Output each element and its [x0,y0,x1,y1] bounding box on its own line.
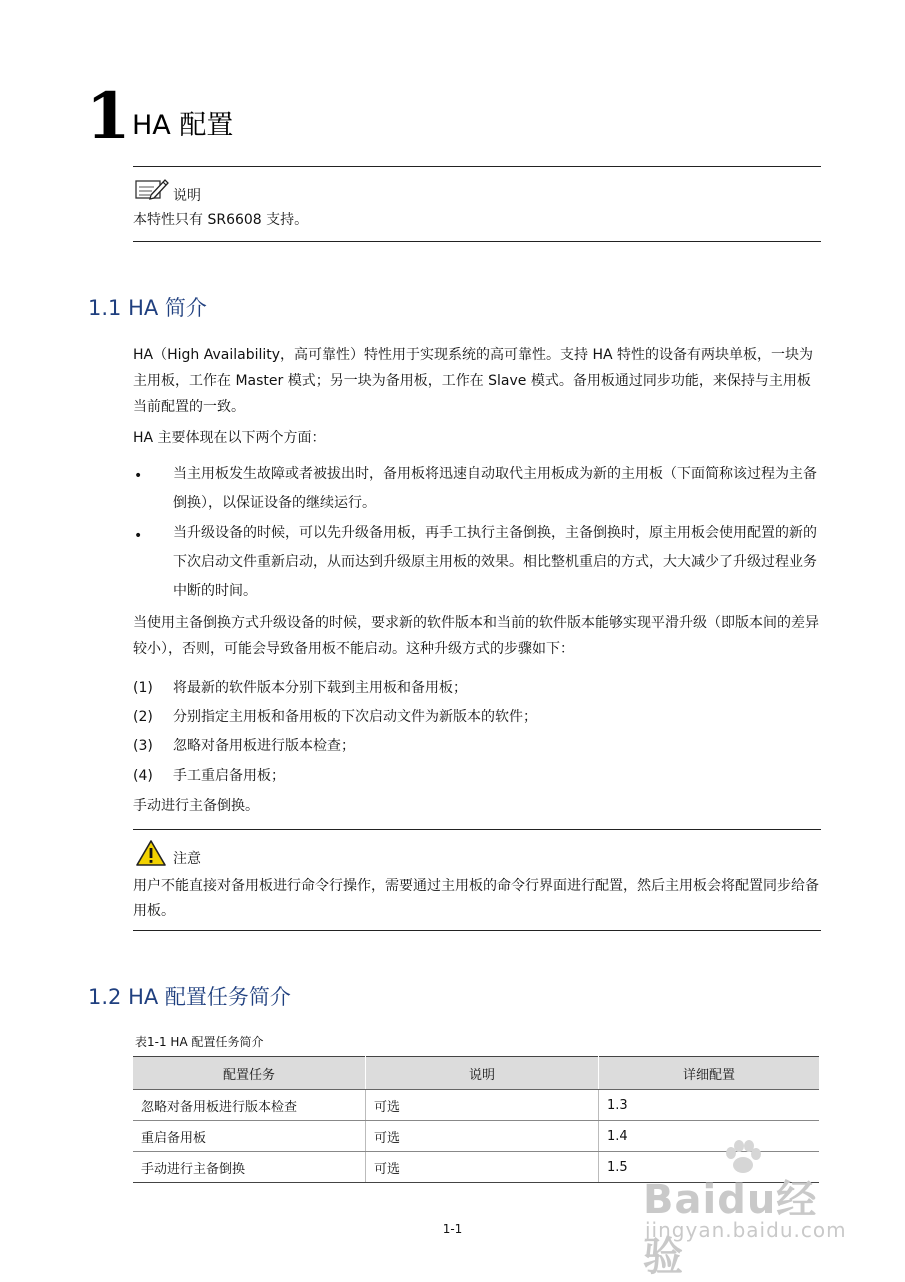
baidu-watermark [637,1138,847,1280]
upgrade-paragraph: 当使用主备倒换方式升级设备的时候，要求新的软件版本和当前的软件版本能够实现平滑升级（即版本间的差异较小），否则，可能会导致备用板不能启动。这种升级方式的步骤如下： [133,615,819,657]
section-1-1-title: 1.1 HA 简介 [88,296,207,320]
table-cell: 1.4 [599,1121,820,1152]
step-4-number: (4) [133,768,153,784]
step-2-text: 分别指定主用板和备用板的下次启动文件为新版本的软件； [173,709,537,725]
bullet-1-dot: • [134,468,143,484]
caution-text: 用户不能直接对备用板进行命令行操作，需要通过主用板的命令行界面进行配置，然后主用板会将配置同步给备用板。 [133,878,819,919]
step-3-text: 忽略对备用板进行版本检查； [173,738,355,754]
bullet-2-dot: • [134,528,143,544]
table-cell: 1.5 [599,1152,820,1183]
final-step-text: 手动进行主备倒换。 [133,798,259,814]
table-cell: 可选 [366,1121,599,1152]
note-pencil-icon [134,177,170,201]
table-header-detail: 详细配置 [599,1057,820,1090]
table-cell: 手动进行主备倒换 [133,1152,366,1183]
table-cell: 忽略对备用板进行版本检查 [133,1090,366,1121]
ha-aspects-intro: HA 主要体现在以下两个方面： [133,430,326,446]
step-2-number: (2) [133,709,153,725]
step-4-text: 手工重启备用板； [173,768,285,784]
table-row [133,1090,819,1121]
table-cell: 可选 [366,1090,599,1121]
chapter-number: 1 [86,79,131,154]
watermark-logo: Baidu经验 [643,1177,818,1280]
chapter-title: HA 配置 [132,110,234,141]
table-cell: 可选 [366,1152,599,1183]
note-text: 本特性只有 SR6608 支持。 [133,212,309,228]
table-header-task: 配置任务 [133,1057,366,1090]
caution-bottom-rule [133,930,821,931]
note-bottom-rule [133,241,821,242]
note-top-rule [133,166,821,167]
step-3-number: (3) [133,738,153,754]
note-label: 说明 [173,188,201,204]
section-1-2-title: 1.2 HA 配置任务简介 [88,985,291,1009]
warning-triangle-icon [135,839,167,867]
table-cell: 重启备用板 [133,1121,366,1152]
bullet-1-text: 当主用板发生故障或者被拔出时，备用板将迅速自动取代主用板成为新的主用板（下面简称该过程为主备倒换），以保证设备的继续运行。 [173,466,817,511]
table-cell: 1.3 [599,1090,820,1121]
step-1-number: (1) [133,680,153,696]
caution-label: 注意 [173,851,201,867]
table-header-desc: 说明 [366,1057,599,1090]
bullet-2-text: 当升级设备的时候，可以先升级备用板，再手工执行主备倒换，主备倒换时，原主用板会使用配置的新的下次启动文件重新启动，从而达到升级原主用板的效果。相比整机重启的方式，大大减少了升级过程业务中断的时间。 [173,525,817,599]
step-1-text: 将最新的软件版本分别下载到主用板和备用板； [173,680,467,696]
page-number: 1-1 [442,1222,463,1236]
table-caption: 表1-1 HA 配置任务简介 [135,1035,264,1049]
table-header-row [133,1057,819,1090]
caution-top-rule [133,829,821,830]
watermark-url: jingyan.baidu.com [645,1218,847,1242]
ha-intro-paragraph: HA（High Availability，高可靠性）特性用于实现系统的高可靠性。支持 HA 特性的设备有两块单板，一块为主用板，工作在 Master 模式；另一块为备用板，工作在 Slave 模式。备用板通过同步功能，来保持与主用板当前配置的一致。 [133,347,814,415]
